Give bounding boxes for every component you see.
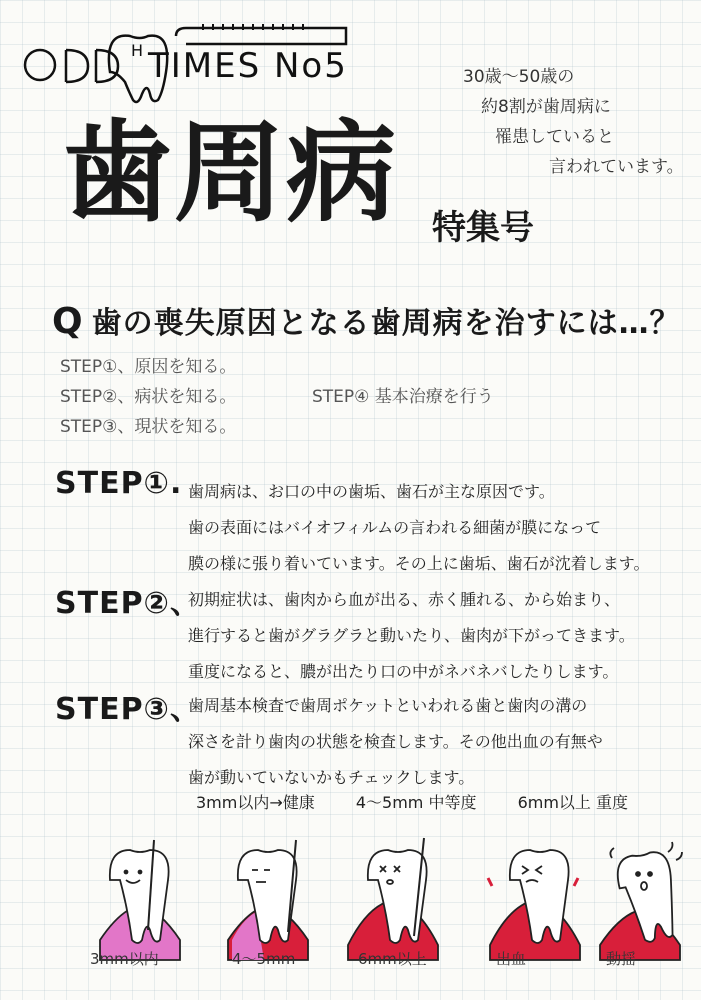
tooth-wobble-icon: [600, 842, 682, 960]
step1-line: 歯周病は、お口の中の歯垢、歯石が主な原因です。: [188, 482, 555, 501]
pocket-depth-levels: [196, 790, 664, 813]
tooth-bleeding-icon: [488, 850, 580, 960]
level-moderate: 4〜5mm 中等度: [355, 793, 477, 812]
step1-body: [188, 474, 693, 582]
logo-tooth-letter: H: [131, 41, 144, 60]
note-line: 罹患していると: [495, 127, 614, 147]
step1-line: 膜の様に張り着いています。その上に歯垢、歯石が沈着します。: [188, 554, 650, 573]
step2-line: 初期症状は、歯肉から血が出る、赤く腫れる、から始まり、: [188, 590, 621, 609]
newsletter-times-label: TIMES No5: [148, 46, 348, 86]
level-severe: 6mm以上 重度: [517, 793, 629, 812]
note-line: 30歳〜50歳の: [463, 67, 575, 87]
step3-heading: STEP③、: [55, 692, 201, 727]
question-mark: Q: [52, 301, 84, 342]
tooth-caption: 出血: [496, 950, 527, 968]
logo-letter-d: [66, 50, 88, 82]
question-text: 歯の喪失原因となる歯周病を治すには…？: [91, 306, 681, 341]
logo-circle-o: [25, 50, 55, 80]
tooth-severe-icon: [348, 838, 438, 960]
question-heading: [52, 298, 681, 342]
tooth-healthy-icon: [100, 840, 180, 960]
note-line: 言われています。: [549, 157, 684, 177]
tooth-moderate-icon: [228, 840, 308, 960]
step1-heading: STEP①.: [55, 466, 183, 501]
step3-body: [188, 688, 693, 796]
intro-note: [455, 62, 695, 182]
step2-line: 重度になると、膿が出たり口の中がネバネバしたりします。: [188, 662, 619, 681]
steps-overview-item: STEP①、原因を知る。: [60, 357, 237, 377]
tooth-caption: 3mm以内: [90, 950, 159, 968]
step2-heading: STEP②、: [55, 586, 201, 621]
level-healthy: 3mm以内→健康: [196, 793, 315, 812]
step3-line: 深さを計り歯肉の状態を検査します。その他出血の有無や: [188, 732, 603, 751]
tooth-caption: 4〜5mm: [232, 950, 296, 968]
step3-line: 歯周基本検査で歯周ポケットといわれる歯と歯肉の溝の: [188, 696, 588, 715]
tooth-caption: 6mm以上: [358, 950, 427, 968]
step1-line: 歯の表面にはバイオフィルムの言われる細菌が膜になって: [188, 518, 602, 537]
step3-line: 歯が動いていないかもチェックします。: [188, 768, 475, 787]
step2-body: [188, 582, 693, 690]
steps-overview-item-4: STEP④ 基本治療を行う: [312, 387, 494, 407]
note-line: 約8割が歯周病に: [481, 97, 611, 117]
tooth-caption: 動揺: [606, 950, 637, 968]
step2-line: 進行すると歯がグラグラと動いたり、歯肉が下がってきます。: [188, 626, 635, 645]
logo-letter-d2: [96, 50, 118, 82]
steps-overview-item: STEP③、現状を知る。: [60, 417, 237, 437]
page-subtitle: 特集号: [432, 208, 534, 248]
steps-overview-item: STEP②、病状を知る。: [60, 387, 237, 407]
page-title: 歯周病: [62, 109, 398, 237]
toothbrush-icon: [176, 28, 346, 44]
steps-overview: [60, 352, 236, 442]
